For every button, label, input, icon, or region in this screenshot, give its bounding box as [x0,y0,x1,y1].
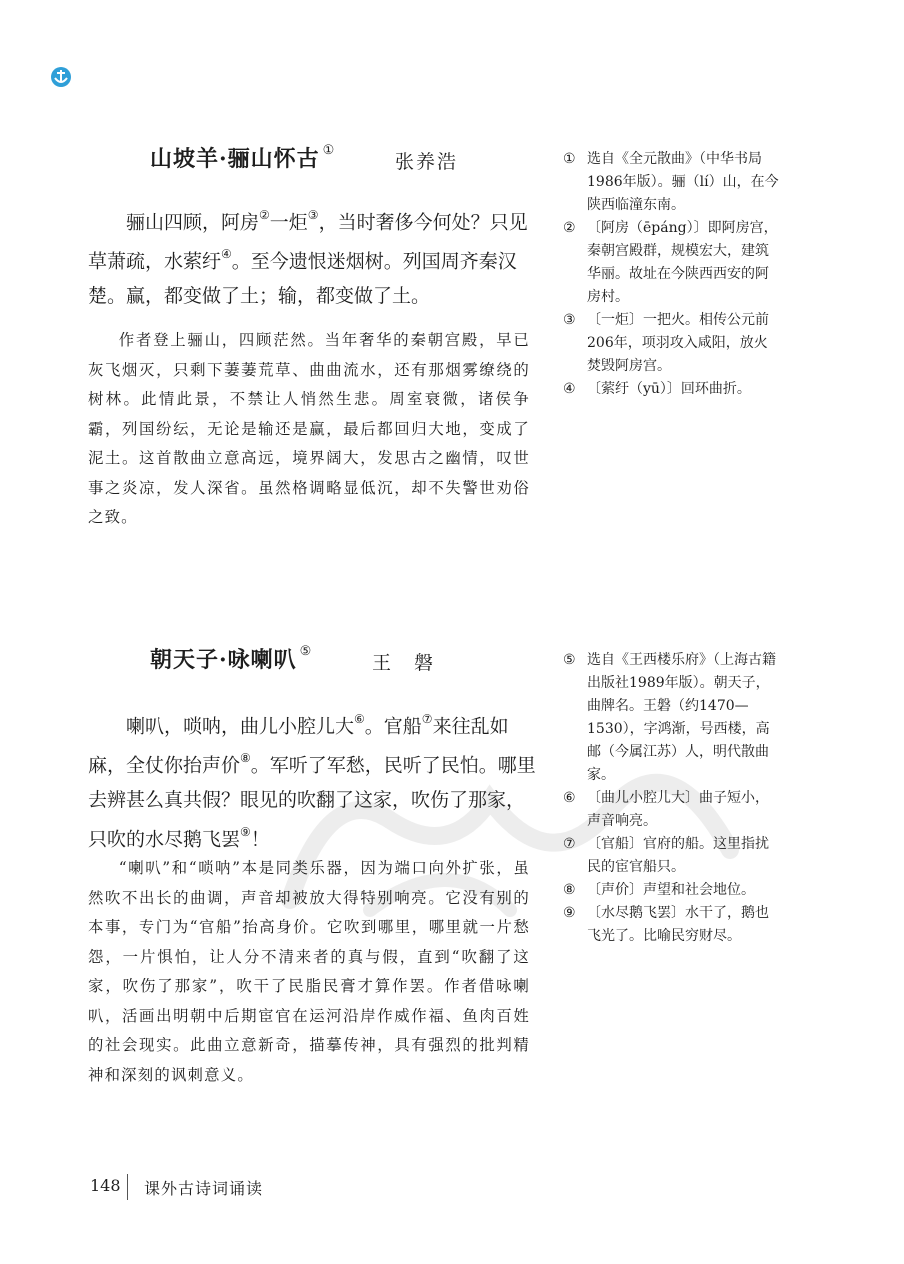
poem-text-segment: 。军听了军愁，民听了民怕。哪里去辨甚么真共假？眼见的吹翻了这家，吹伤了那家，只吹的水尽鹅飞罢 [88,754,536,850]
piece-2-title [150,643,312,674]
footnote-item [563,833,781,879]
poem-text-segment: 。官船 [364,715,422,738]
footnote-number: ④ [563,381,576,397]
footnote-text: 〔萦纡（yū）〕回环曲折。 [587,381,751,397]
footnote-number: ⑦ [563,836,576,852]
footnote-text: 〔水尽鹅飞罢〕水干了，鹅也飞光了。比喻民穷财尽。 [587,905,769,944]
piece-2-commentary: “喇叭”和“唢呐”本是同类乐器，因为端口向外扩张，虽然吹不出长的曲调，声音却被放大得特别响亮。它没有别的本事，专门为“官船”抬高身价。它吹到哪里，哪里就一片愁怨，一片惧怕，让人分不清来者的真与假，直到“吹翻了这家，吹伤了那家”，吹干了民脂民膏才算作罢。作者借咏喇叭，活画出明朝中后期宦官在运河沿岸作威作福、鱼肉百姓的社会现实。此曲立意新奇，描摹传神，具有强烈的批判精神和深刻的讽刺意义。 [88,859,530,1084]
footnote-item [563,902,781,948]
poem-text-segment: 来往乱如麻，全仗你抬声价 [88,715,509,777]
poem-text-segment: ！ [250,827,270,850]
footnote-number: ⑧ [563,882,576,898]
footnote-number: ② [563,220,576,236]
anchor-logo-icon [50,66,72,88]
footnote-item [563,148,781,217]
footnote-item [563,649,781,787]
footnote-text: 〔曲儿小腔儿大〕曲子短小，声音响亮。 [587,790,769,829]
footnote-item [563,309,781,378]
footnote-marker: ⑥ [354,712,365,726]
piece-1-author: 张养浩 [395,151,459,173]
footnote-number: ⑨ [563,905,576,921]
footnote-marker: ③ [307,208,319,222]
footnote-text: 〔一炬〕一把火。相传公元前206年，项羽攻入咸阳，放火焚毁阿房宫。 [587,312,769,374]
footnote-marker: ⑧ [240,751,251,766]
piece-2-footnotes [563,649,781,948]
poem-text-segment: ，当时奢侈今何处？只见草萧疏，水萦纡 [88,211,528,273]
footnote-item [563,787,781,833]
piece-2-title-text: 朝天子·咏喇叭 [150,647,297,673]
footer-divider [127,1174,128,1200]
footnote-item [563,378,781,401]
footnote-number: ③ [563,312,576,328]
piece-1-title-note-marker: ① [322,142,336,158]
footnote-item [563,879,781,902]
piece-1-title [150,142,335,173]
footnote-marker: ② [259,208,270,222]
footnote-text: 选自《全元散曲》（中华书局1986年版）。骊（lí）山，在今陕西临潼东南。 [587,151,779,213]
book-title: 课外古诗词诵读 [144,1179,264,1198]
footnote-text: 〔官船〕官府的船。这里指扰民的宦官船只。 [587,836,769,875]
piece-1-footnotes [563,148,781,401]
piece-1-title-text: 山坡羊·骊山怀古 [150,146,320,172]
footnote-text: 〔阿房（ēpáng）〕即阿房宫，秦朝宫殿群，规模宏大，建筑华丽。故址在今陕西西安的阿房村。 [587,220,778,305]
poem-text-segment: 骊山四顾，阿房 [126,211,260,234]
page-number: 148 [90,1176,121,1195]
piece-1-commentary: 作者登上骊山，四顾茫然。当年奢华的秦朝宫殿，早已灰飞烟灭，只剩下萋萋荒草、曲曲流水，还有那烟雾缭绕的树林。此情此景，不禁让人悄然生悲。周室衰微，诸侯争霸，列国纷纭，无论是输还是赢，最后都回归大地，变成了泥土。这首散曲立意高远，境界阔大，发思古之幽情，叹世事之炎凉，发人深省。虽然格调略显低沉，却不失警世劝俗之致。 [88,331,530,526]
footnote-number: ① [563,151,576,167]
footnote-marker: ④ [221,247,232,262]
footnote-text: 选自《王西楼乐府》（上海古籍出版社1989年版）。朝天子，曲牌名。王磐（约1470—1530），字鸿渐，号西楼，高邮（今属江苏）人，明代散曲家。 [587,652,776,783]
poem-text-segment: 喇叭，唢呐，曲儿小腔儿大 [126,715,355,738]
footnote-text: 〔声价〕声望和社会地位。 [587,882,755,898]
poem-text-segment: 。至今遗恨迷烟树。列国周齐秦汉楚。赢，都变做了土；输，都变做了土。 [88,250,517,307]
piece-2-title-note-marker: ⑤ [299,643,313,659]
footnote-marker: ⑦ [421,712,433,726]
footnote-number: ⑤ [563,652,576,668]
poem-text-segment: 一炬 [269,211,308,234]
footnote-item [563,217,781,309]
piece-2-poem [88,704,536,856]
piece-1-poem [88,200,536,313]
piece-2-author: 王 磐 [372,652,436,674]
footnote-marker: ⑨ [240,824,251,839]
footnote-number: ⑥ [563,790,576,806]
